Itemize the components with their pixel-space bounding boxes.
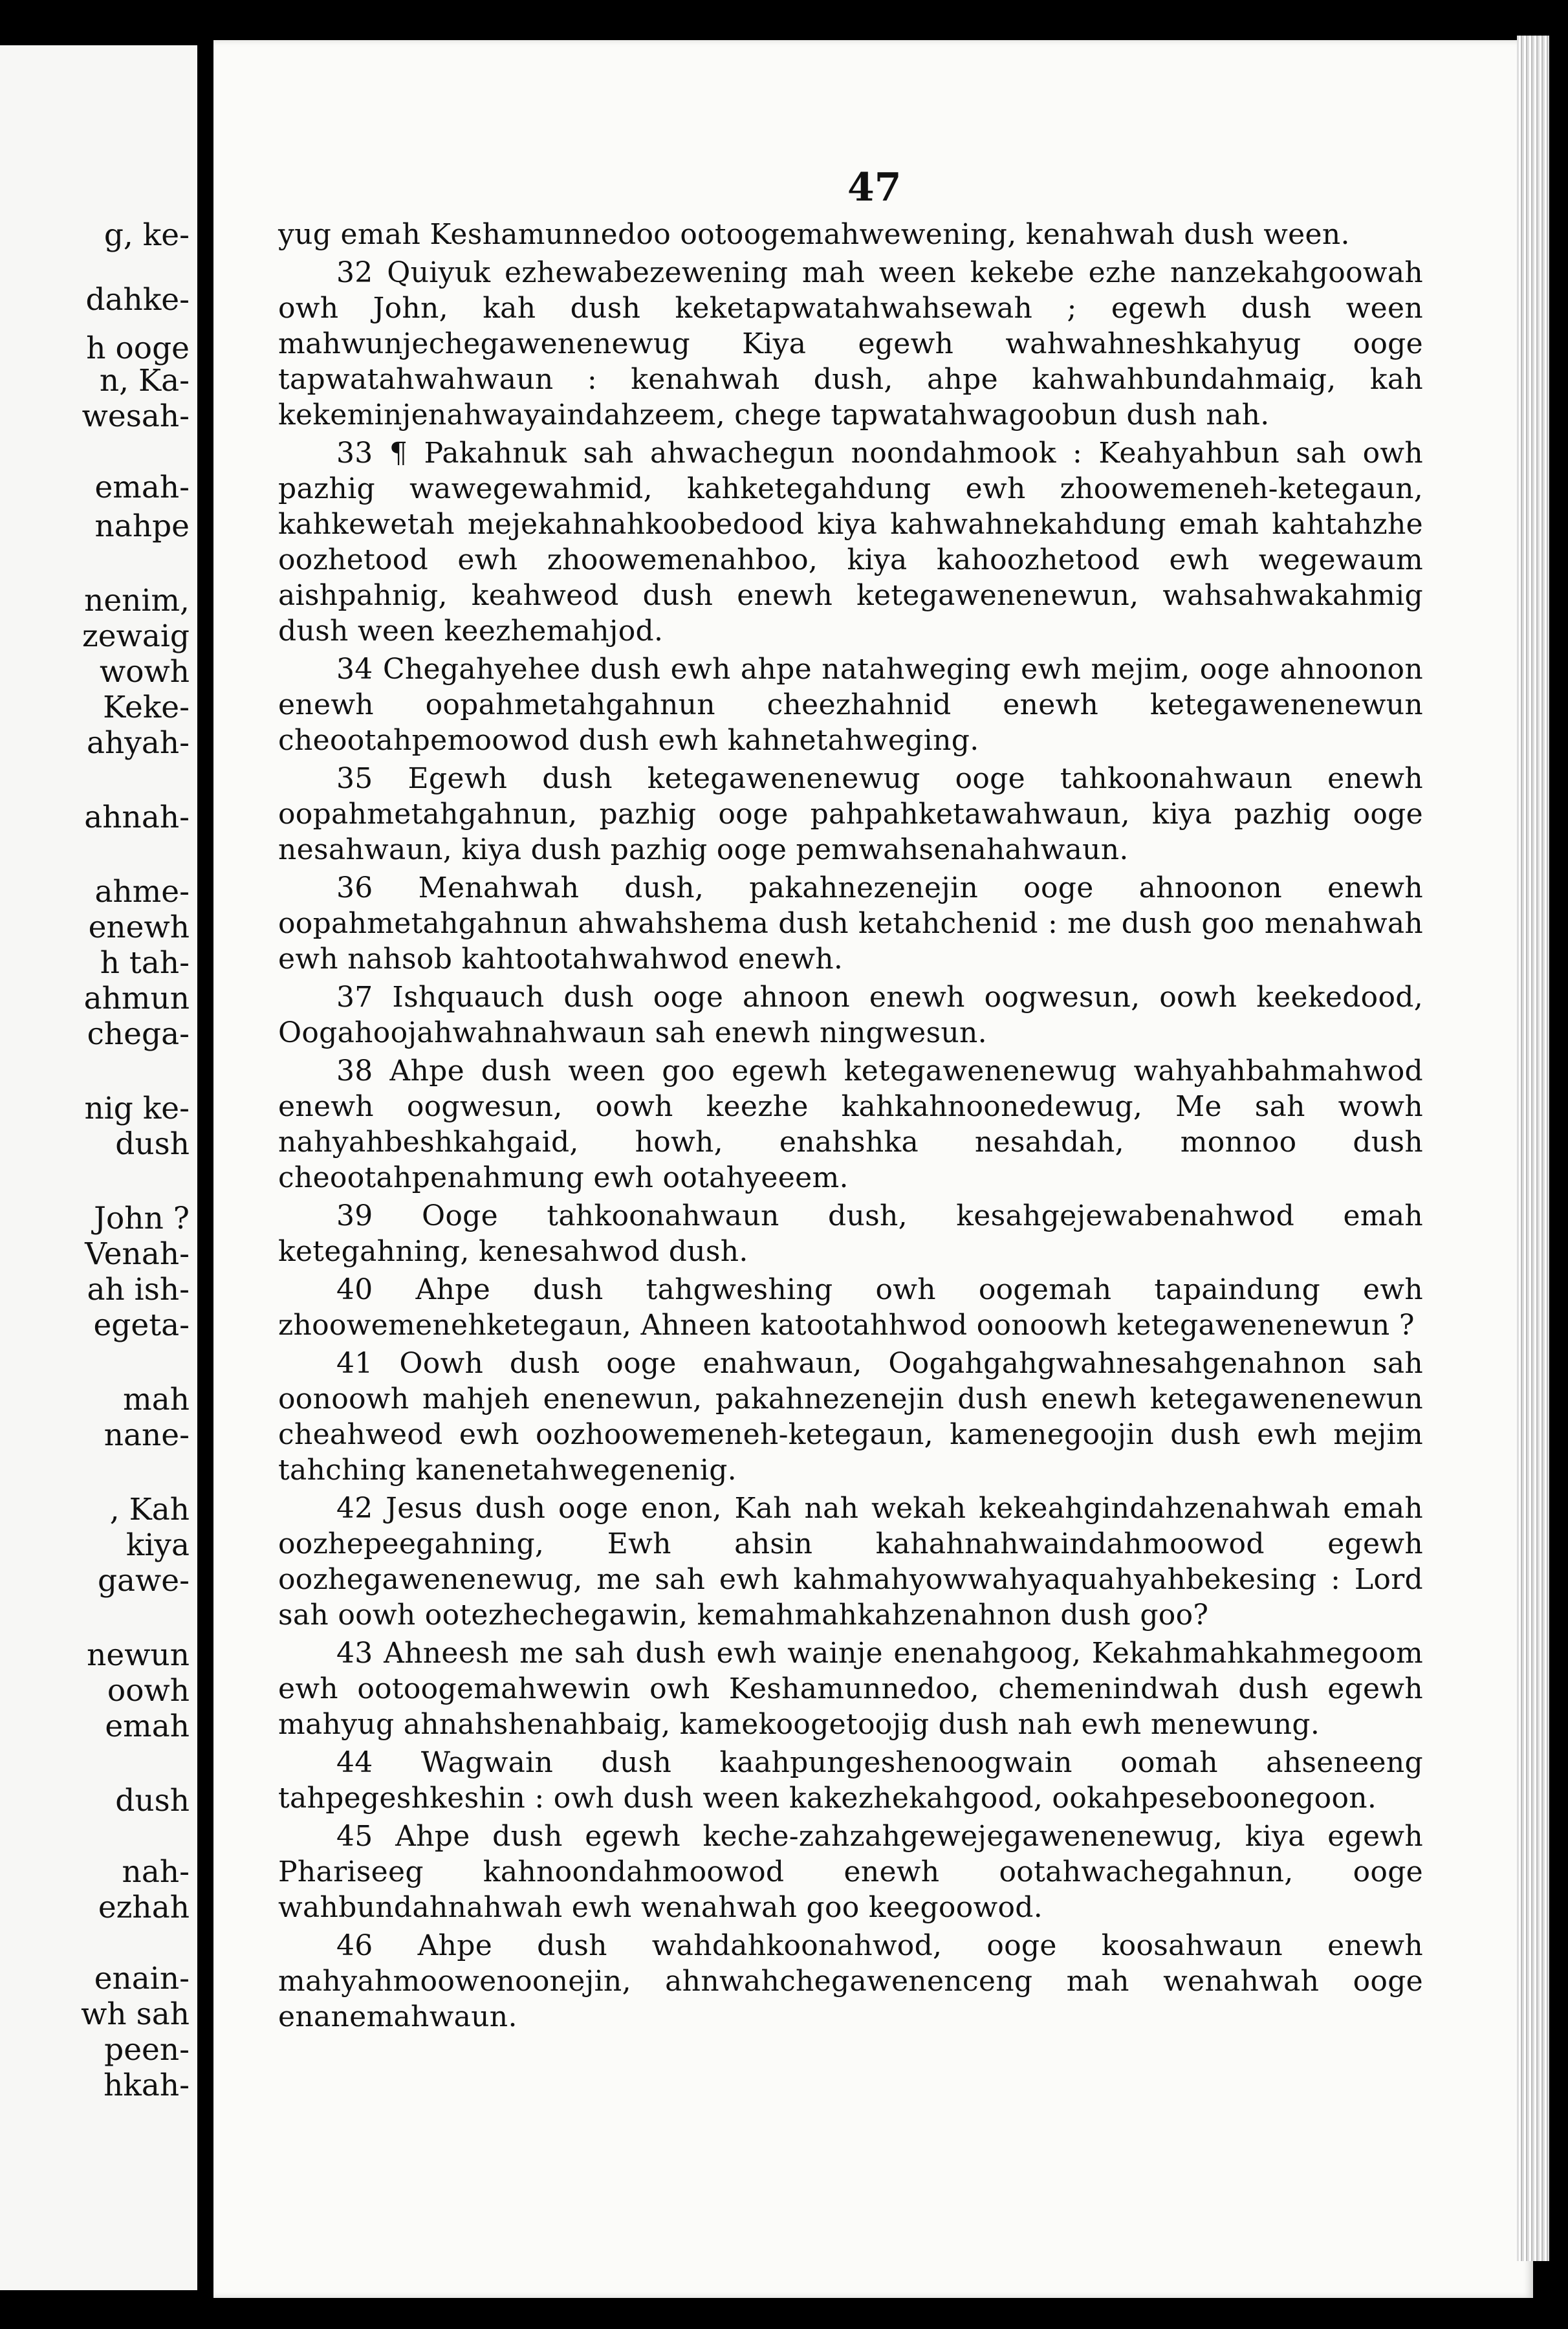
left-page-line: ah ish- [87, 1272, 190, 1307]
left-page-line: wowh [99, 654, 190, 690]
continued-verse: yug emah Keshamunnedoo ootoogemahwewening, kenahwah dush ween. [278, 218, 1350, 251]
verse-paragraph: 35 Egewh dush ketegawenenewug ooge tahkoonahwaun enewh oopahmetahgahnun, pazhig ooge pahpahketawahwaun, kiya pazhig ooge nesahwaun, kiya dush pazhig ooge pemwahsenahahwaun. [278, 762, 1423, 866]
left-page-line: dush [115, 1126, 190, 1162]
left-page [0, 45, 197, 2290]
left-page-line: newun [87, 1637, 190, 1673]
left-page-line: zewaig [82, 618, 190, 654]
left-page-line: Venah- [85, 1236, 190, 1272]
left-page-line: h tah- [100, 945, 190, 981]
left-page-line: chega- [87, 1016, 190, 1052]
page-number: 47 [847, 165, 902, 210]
left-page-line: kiya [125, 1527, 190, 1563]
left-page-line: Keke- [103, 690, 190, 725]
left-page-line: peen- [104, 2032, 190, 2068]
verse-paragraph: 32 Quiyuk ezhewabezewening mah ween kekebe ezhe nanzekahgoowah owh John, kah dush keketapwatahwahsewah ; egewh dush ween mahwunjechegawenenewug Kiya egewh wahwahneshkahyug ooge tapwatahwahwaun : kenahwah dush, ahpe kahwahbundahmaig, kah kekeminjenahwayaindahzeem, chege tapwatahwagoobun dush nah. [278, 256, 1423, 432]
verse-paragraph: 44 Wagwain dush kaahpungeshenoogwain oomah ahseneeng tahpegeshkeshin : owh dush ween kakezhekahgood, ookahpeseboonegoon. [278, 1746, 1423, 1815]
left-page-line: gawe- [97, 1563, 190, 1599]
left-page-line: , Kah [109, 1492, 190, 1527]
verse-paragraph: 39 Ooge tahkoonahwaun dush, kesahgejewabenahwod emah ketegahning, kenesahwod dush. [278, 1199, 1423, 1268]
left-page-line: nenim, [84, 583, 190, 618]
left-page-line: h ooge [86, 331, 190, 366]
left-page-line: wh sah [81, 1996, 190, 2032]
left-page-line: mah [123, 1382, 190, 1417]
left-page-line: ahyah- [86, 725, 190, 761]
left-page-line: nig ke- [84, 1091, 190, 1126]
verse-paragraph: 38 Ahpe dush ween goo egewh ketegawenenewug wahyahbahmahwod enewh oogwesun, oowh keezhe kahkahnoonedewug, Me sah wowh nahyahbeshkahgaid, howh, enahshka nesahdah, monnoo dush cheootahpenahmung ewh ootahyeeem. [278, 1055, 1423, 1194]
verse-paragraph: 42 Jesus dush ooge enon, Kah nah wekah kekeahgindahzenahwah emah oozhepeegahning, Ewh ahsin kahahnahwaindahmoowod egewh oozhegawenenewug, me sah ewh kahmahyowwahyaquahyahbekesing : Lord sah oowh ootezhechegawin, kemahmahkahzenahnon dush goo? [278, 1492, 1423, 1632]
left-page-line: dush [115, 1783, 190, 1819]
left-page-line: wesah- [82, 399, 190, 434]
verse-paragraph: 34 Chegahyehee dush ewh ahpe natahweging ewh mejim, ooge ahnoonon enewh oopahmetahgahnun cheezhahnid enewh ketegawenenewun cheootahpemoowod dush ewh kahnetahweging. [278, 653, 1423, 757]
left-page-line: ahnah- [84, 800, 190, 835]
left-page-line: emah [105, 1709, 190, 1744]
left-page-line: dahke- [85, 282, 190, 318]
left-page-line: John ? [94, 1201, 190, 1236]
left-page-line: oowh [107, 1673, 190, 1709]
left-page-line: enain- [94, 1961, 190, 1996]
left-page-line: g, ke- [103, 217, 190, 253]
left-page-line: enewh [88, 910, 190, 945]
left-page-line: ahmun [83, 981, 190, 1016]
verse-paragraph: 46 Ahpe dush wahdahkoonahwod, ooge koosahwaun enewh mahyahmoowenoonejin, ahnwahchegawenenceng mah wenahwah ooge enanemahwaun. [278, 1929, 1423, 2033]
verse-paragraph: 45 Ahpe dush egewh keche-zahzahgewejegawenenewug, kiya egewh Phariseeg kahnoondahmoowod enewh ootahwachegahnun, ooge wahbundahnahwah ewh wenahwah goo keegoowod. [278, 1820, 1423, 1924]
left-page-line: ezhah [98, 1890, 190, 1925]
left-page-line: nane- [103, 1417, 190, 1453]
left-page-line: nahpe [94, 508, 190, 544]
left-page-line: ahme- [94, 874, 190, 910]
left-page-line: nah- [122, 1854, 190, 1890]
book-gutter [197, 0, 213, 2329]
left-page-line: n, Ka- [99, 363, 190, 399]
page-body [278, 217, 1423, 2037]
verse-paragraph: 33 ¶ Pakahnuk sah ahwachegun noondahmook : Keahyahbun sah owh pazhig wawegewahmid, kahketegahdung ewh zhoowemeneh-ketegaun, kahkewetah mejekahnahkoobedood kiya kahwahnekahdung emah kahtahzhe oozhetood ewh zhoowemenahboo, kiya kahoozhetood ewh wegewaum aishpahnig, keahweod dush enewh ketegawenenewun, wahsahwakahmig dush ween keezhemahjod. [278, 437, 1423, 648]
left-page-line: emah- [94, 470, 190, 505]
verse-paragraph: 40 Ahpe dush tahgweshing owh oogemah tapaindung ewh zhoowemenehketegaun, Ahneen katootahhwod oonoowh ketegawenenewun ? [278, 1273, 1423, 1342]
left-page-line: hkah- [103, 2068, 190, 2103]
page-edges [1517, 36, 1549, 2261]
left-page-line: egeta- [93, 1307, 190, 1343]
verse-paragraph: 41 Oowh dush ooge enahwaun, Oogahgahgwahnesahgenahnon sah oonoowh mahjeh enenewun, pakahnezenejin dush enewh ketegawenenewun cheahweod ewh oozhoowemeneh-ketegaun, kamenegoojin dush ewh mejim tahching kanenetahwegenenig. [278, 1347, 1423, 1487]
verse-paragraph: 37 Ishquauch dush ooge ahnoon enewh oogwesun, oowh keekedood, Oogahoojahwahnahwaun sah enewh ningwesun. [278, 981, 1423, 1049]
verse-paragraph: 43 Ahneesh me sah dush ewh wainje enenahgoog, Kekahmahkahmegoom ewh ootoogemahwewin owh Keshamunnedoo, chemenindwah dush egewh mahyug ahnahshenahbaig, kamekoogetoojig dush nah ewh menewung. [278, 1637, 1423, 1741]
verse-paragraph: 36 Menahwah dush, pakahnezenejin ooge ahnoonon enewh oopahmetahgahnun ahwahshema dush ketahchenid : me dush goo menahwah ewh nahsob kahtootahwahwod enewh. [278, 871, 1423, 976]
